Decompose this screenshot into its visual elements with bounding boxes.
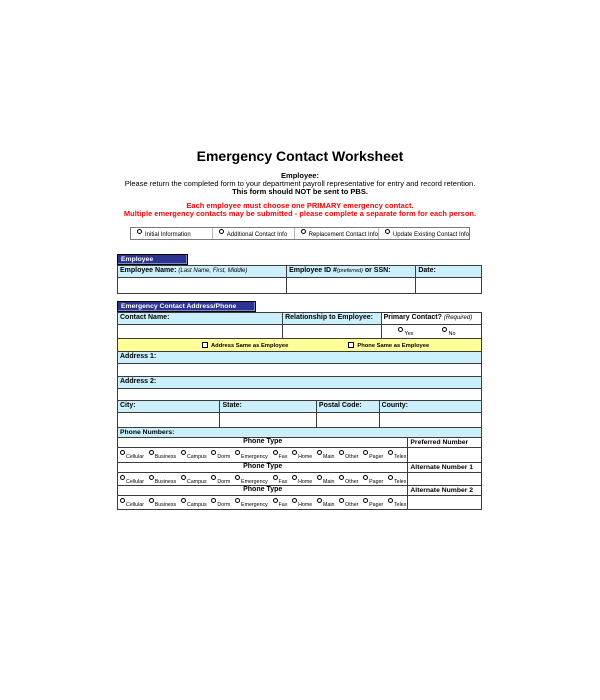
radio-icon[interactable] (363, 450, 368, 455)
form-type-option[interactable] (295, 228, 379, 239)
radio-icon[interactable] (388, 475, 393, 480)
phone-type-option-label: Emergency (241, 454, 268, 460)
intro-line-1: Please return the completed form to your department payroll representative for entry and record retention. (124, 179, 476, 188)
phone-type-option[interactable] (181, 450, 207, 460)
phone-type-option[interactable] (235, 498, 268, 508)
county-label: County: (380, 401, 481, 412)
postal-code-label: Postal Code: (317, 401, 380, 412)
employee-name-field[interactable] (118, 278, 287, 293)
phone-type-option-label: Cellular (126, 479, 144, 485)
phone-type-option-label: Fax (278, 479, 288, 485)
alternate-number-2-label: Alternate Number 2 (410, 487, 474, 494)
alternate-number-2-field[interactable] (408, 496, 481, 509)
phone-type-option[interactable] (339, 450, 358, 460)
phone-type-option-label: Other (345, 479, 359, 485)
relationship-label: Relationship to Employee: (283, 313, 381, 324)
primary-contact-hint: (Required) (443, 315, 473, 321)
city-label: City: (118, 401, 220, 412)
phone-type-option[interactable] (120, 475, 144, 485)
same-as-employee-row (118, 339, 481, 352)
yes-label: Yes (404, 331, 414, 337)
phone-type-option[interactable] (363, 450, 383, 460)
form-type-option-label: Replacement Contact Info (308, 232, 378, 238)
phone-type-option-label: Home (298, 502, 313, 508)
radio-icon[interactable] (219, 229, 224, 234)
phone-type-option[interactable] (273, 450, 288, 460)
radio-icon[interactable] (388, 498, 393, 503)
preferred-number-field[interactable] (408, 448, 481, 462)
radio-icon[interactable] (273, 498, 278, 503)
date-label: Date: (416, 266, 481, 277)
phone-type-option[interactable] (149, 475, 177, 485)
radio-icon[interactable] (181, 475, 186, 480)
phone-type-option-label: Fax (278, 454, 288, 460)
preferred-number-label: Preferred Number (410, 439, 469, 446)
address1-field[interactable] (118, 364, 481, 376)
radio-icon[interactable] (149, 450, 154, 455)
radio-icon[interactable] (211, 450, 216, 455)
form-type-option-label: Additional Contact Info (226, 232, 288, 238)
phone-type-option[interactable] (273, 475, 288, 485)
primary-yes-option[interactable] (398, 327, 414, 337)
radio-icon[interactable] (273, 450, 278, 455)
phone-type-header-3: Phone Type (118, 486, 408, 495)
phone-type-option-label: Other (345, 454, 359, 460)
phone-type-option[interactable] (149, 498, 177, 508)
radio-icon[interactable] (235, 498, 240, 503)
phone-type-option[interactable] (120, 450, 144, 460)
phone-type-option[interactable] (120, 498, 144, 508)
phone-type-option-label: Pager (369, 454, 384, 460)
phone-type-option-label: Emergency (241, 502, 268, 508)
form-type-option-label: Update Existing Contact Info (392, 232, 470, 238)
phone-type-option[interactable] (149, 450, 177, 460)
phone-type-option[interactable] (317, 498, 334, 508)
phone-type-option-label: Business (154, 479, 177, 485)
phone-type-option-label: Main (322, 502, 335, 508)
radio-icon[interactable] (149, 475, 154, 480)
form-type-option-label: Initial Information (145, 232, 191, 238)
employee-table (117, 265, 482, 294)
phone-type-option[interactable] (235, 475, 268, 485)
phone-type-option[interactable] (339, 475, 358, 485)
radio-icon[interactable] (137, 229, 142, 234)
radio-icon[interactable] (339, 498, 344, 503)
phone-type-option-label: Emergency (241, 479, 268, 485)
address2-label: Address 2: (120, 378, 157, 385)
radio-icon[interactable] (292, 450, 297, 455)
contact-table (117, 312, 482, 510)
warning-line-2: Multiple emergency contacts may be submitted - please complete a separate form for each person. (123, 209, 477, 218)
phone-type-options-1 (118, 448, 408, 462)
relationship-field[interactable] (283, 325, 381, 338)
phone-type-option-label: Main (322, 454, 335, 460)
phone-type-option-label: Home (298, 454, 313, 460)
phone-type-option[interactable] (339, 498, 358, 508)
phone-type-options-3 (118, 496, 408, 509)
phone-type-option-label: Business (154, 502, 177, 508)
form-type-option[interactable] (131, 228, 213, 239)
phone-type-option-label: Business (154, 454, 177, 460)
phone-type-option-label: Cellular (126, 502, 144, 508)
phone-numbers-label: Phone Numbers: (120, 429, 175, 436)
primary-no-option[interactable] (442, 327, 456, 337)
phone-type-option[interactable] (363, 498, 383, 508)
phone-type-option[interactable] (317, 450, 334, 460)
radio-icon[interactable] (181, 498, 186, 503)
phone-type-option-label: Main (322, 479, 335, 485)
employee-section-header: Employee (117, 254, 188, 265)
phone-type-option[interactable] (292, 498, 312, 508)
phone-type-option[interactable] (181, 498, 207, 508)
alternate-number-1-label: Alternate Number 1 (410, 464, 474, 471)
phone-type-option[interactable] (388, 475, 406, 485)
form-type-option[interactable] (379, 228, 469, 239)
radio-icon[interactable] (292, 498, 297, 503)
phone-type-option-label: Telex (394, 454, 407, 460)
form-type-bar (130, 227, 470, 240)
contact-name-label: Contact Name: (118, 313, 283, 324)
state-field[interactable] (220, 413, 316, 427)
phone-type-option-label: Dorm (217, 502, 231, 508)
state-label: State: (220, 401, 316, 412)
radio-icon[interactable] (292, 475, 297, 480)
phone-type-option-label: Pager (369, 502, 384, 508)
radio-icon[interactable] (339, 450, 344, 455)
phone-type-option[interactable] (211, 450, 230, 460)
contact-name-field[interactable] (118, 325, 283, 338)
no-label: No (448, 331, 456, 337)
checkbox-icon[interactable] (202, 342, 208, 348)
address2-field[interactable] (118, 389, 481, 400)
phone-type-option[interactable] (292, 450, 312, 460)
phone-same-label: Phone Same as Employee (357, 343, 430, 349)
phone-type-option-label: Pager (369, 479, 384, 485)
address-same-label: Address Same as Employee (211, 343, 289, 349)
page-title: Emergency Contact Worksheet (196, 148, 404, 164)
phone-type-header-2: Phone Type (118, 463, 408, 472)
radio-icon[interactable] (181, 450, 186, 455)
contact-section-header: Emergency Contact Address/Phone (117, 301, 256, 312)
radio-icon[interactable] (363, 498, 368, 503)
date-field[interactable] (416, 278, 481, 293)
primary-contact-label: Primary Contact? (Required) (383, 314, 473, 321)
address1-label: Address 1: (120, 353, 157, 360)
phone-type-option-label: Telex (394, 502, 407, 508)
radio-icon[interactable] (301, 229, 306, 234)
alternate-number-1-field[interactable] (408, 473, 481, 485)
employee-id-hint: (preferred) (336, 268, 363, 274)
radio-icon[interactable] (317, 450, 322, 455)
phone-type-option-label: Other (345, 502, 359, 508)
employee-intro-label: Employee: (281, 171, 319, 180)
phone-type-option[interactable] (292, 475, 312, 485)
employee-name-label: Employee Name: (Last Name, First, Middle) (118, 266, 287, 277)
radio-icon[interactable] (317, 475, 322, 480)
radio-icon[interactable] (388, 450, 393, 455)
employee-name-hint: (Last Name, First, Middle) (178, 268, 248, 274)
radio-icon[interactable] (273, 475, 278, 480)
radio-icon[interactable] (120, 475, 125, 480)
phone-type-option-label: Campus (186, 502, 207, 508)
employee-id-label: Employee ID #(preferred) or SSN: (287, 266, 416, 277)
address-same-option[interactable] (202, 342, 288, 349)
phone-type-option[interactable] (388, 498, 406, 508)
radio-icon[interactable] (385, 229, 390, 234)
employee-id-field[interactable] (287, 278, 416, 293)
phone-type-option[interactable] (181, 475, 207, 485)
radio-icon[interactable] (398, 327, 403, 332)
radio-icon[interactable] (339, 475, 344, 480)
radio-icon[interactable] (317, 498, 322, 503)
warning-line-1: Each employee must choose one PRIMARY emergency contact. (186, 201, 414, 210)
phone-type-option-label: Fax (278, 502, 288, 508)
radio-icon[interactable] (211, 498, 216, 503)
radio-icon[interactable] (149, 498, 154, 503)
phone-type-options-2 (118, 473, 408, 485)
phone-type-option-label: Dorm (217, 479, 231, 485)
phone-type-option[interactable] (273, 498, 288, 508)
phone-type-option[interactable] (211, 475, 230, 485)
radio-icon[interactable] (442, 327, 447, 332)
phone-type-option[interactable] (211, 498, 230, 508)
primary-contact-field (382, 325, 481, 338)
phone-type-option[interactable] (317, 475, 334, 485)
form-type-option[interactable] (213, 228, 295, 239)
radio-icon[interactable] (120, 498, 125, 503)
radio-icon[interactable] (363, 475, 368, 480)
phone-type-option-label: Cellular (126, 454, 144, 460)
phone-type-option-label: Campus (186, 454, 207, 460)
intro-line-2: This form should NOT be sent to PBS. (232, 187, 368, 196)
phone-same-option[interactable] (348, 342, 429, 349)
phone-type-option[interactable] (235, 450, 268, 460)
city-field[interactable] (118, 413, 220, 427)
phone-type-header-1: Phone Type (118, 438, 408, 447)
radio-icon[interactable] (235, 450, 240, 455)
radio-icon[interactable] (120, 450, 125, 455)
phone-type-option-label: Dorm (217, 454, 231, 460)
radio-icon[interactable] (211, 475, 216, 480)
phone-type-option-label: Home (298, 479, 313, 485)
postal-code-field[interactable] (317, 413, 380, 427)
phone-type-option[interactable] (363, 475, 383, 485)
county-field[interactable] (380, 413, 481, 427)
phone-type-option[interactable] (388, 450, 406, 460)
phone-type-option-label: Campus (186, 479, 207, 485)
radio-icon[interactable] (235, 475, 240, 480)
phone-type-option-label: Telex (394, 479, 407, 485)
checkbox-icon[interactable] (348, 342, 354, 348)
